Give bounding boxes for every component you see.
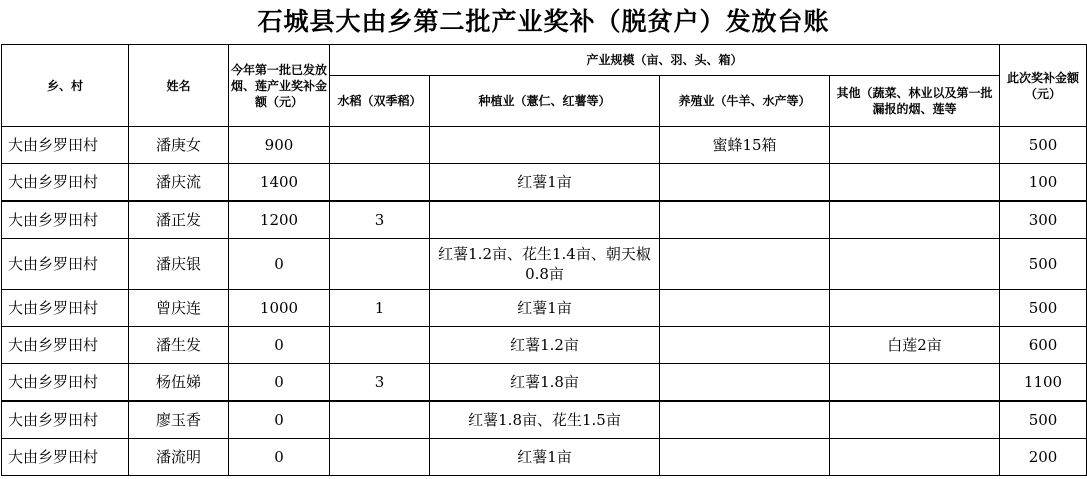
cell-breeding (660, 439, 830, 476)
cell-name: 曾庆连 (129, 290, 229, 327)
cell-other (830, 364, 1000, 402)
cell-planting: 红薯1亩 (430, 290, 660, 327)
cell-other (830, 164, 1000, 202)
cell-prior: 1000 (229, 290, 330, 327)
cell-rice (330, 239, 430, 290)
table-row (2, 327, 1087, 364)
header-award: 此次奖补金额（元） (1000, 45, 1087, 127)
cell-award: 600 (1000, 327, 1087, 364)
header-scale-group: 产业规模（亩、羽、头、箱） (330, 45, 1000, 76)
cell-town: 大由乡罗田村 (2, 164, 129, 202)
cell-prior: 1400 (229, 164, 330, 202)
header-other: 其他（蔬菜、林业以及第一批漏报的烟、莲等 (830, 76, 1000, 127)
cell-planting (430, 127, 660, 164)
cell-name: 廖玉香 (129, 401, 229, 439)
cell-rice (330, 439, 430, 476)
cell-prior: 900 (229, 127, 330, 164)
cell-award: 500 (1000, 239, 1087, 290)
header-town-village: 乡、村 (2, 45, 129, 127)
cell-prior: 0 (229, 364, 330, 402)
cell-rice: 1 (330, 290, 430, 327)
cell-award: 200 (1000, 439, 1087, 476)
cell-prior: 0 (229, 439, 330, 476)
award-ledger-table (1, 44, 1087, 476)
cell-town: 大由乡罗田村 (2, 239, 129, 290)
cell-rice (330, 127, 430, 164)
cell-planting: 红薯1.8亩 (430, 364, 660, 402)
cell-rice (330, 164, 430, 202)
cell-planting: 红薯1.8亩、花生1.5亩 (430, 401, 660, 439)
header-rice: 水稻（双季稻） (330, 76, 430, 127)
cell-other (830, 401, 1000, 439)
cell-other (830, 239, 1000, 290)
cell-other (830, 290, 1000, 327)
cell-name: 杨伍娣 (129, 364, 229, 402)
header-planting: 种植业（薏仁、红薯等） (430, 76, 660, 127)
cell-name: 潘庆银 (129, 239, 229, 290)
cell-name: 潘生发 (129, 327, 229, 364)
cell-town: 大由乡罗田村 (2, 201, 129, 239)
header-name: 姓名 (129, 45, 229, 127)
cell-award: 500 (1000, 290, 1087, 327)
cell-breeding (660, 401, 830, 439)
cell-town: 大由乡罗田村 (2, 439, 129, 476)
cell-breeding: 蜜蜂15箱 (660, 127, 830, 164)
cell-other: 白莲2亩 (830, 327, 1000, 364)
cell-breeding (660, 290, 830, 327)
table-row (2, 201, 1087, 239)
cell-award: 300 (1000, 201, 1087, 239)
cell-name: 潘庆流 (129, 164, 229, 202)
cell-prior: 0 (229, 327, 330, 364)
header-row-top (2, 45, 1087, 76)
cell-town: 大由乡罗田村 (2, 401, 129, 439)
cell-award: 500 (1000, 401, 1087, 439)
cell-breeding (660, 364, 830, 402)
cell-breeding (660, 164, 830, 202)
table-row (2, 364, 1087, 402)
table-row (2, 239, 1087, 290)
cell-award: 500 (1000, 127, 1087, 164)
table-row (2, 401, 1087, 439)
table-row (2, 127, 1087, 164)
table-row (2, 290, 1087, 327)
cell-planting: 红薯1.2亩 (430, 327, 660, 364)
cell-breeding (660, 327, 830, 364)
cell-planting: 红薯1亩 (430, 439, 660, 476)
cell-name: 潘庚女 (129, 127, 229, 164)
table-row (2, 164, 1087, 202)
cell-other (830, 201, 1000, 239)
cell-name: 潘流明 (129, 439, 229, 476)
cell-planting (430, 201, 660, 239)
page-title: 石城县大由乡第二批产业奖补（脱贫户）发放台账 (257, 7, 830, 36)
cell-town: 大由乡罗田村 (2, 327, 129, 364)
cell-prior: 0 (229, 239, 330, 290)
cell-rice: 3 (330, 364, 430, 402)
cell-rice (330, 327, 430, 364)
cell-rice (330, 401, 430, 439)
cell-other (830, 127, 1000, 164)
cell-planting: 红薯1.2亩、花生1.4亩、朝天椒0.8亩 (430, 239, 660, 290)
header-breeding: 养殖业（牛羊、水产等） (660, 76, 830, 127)
cell-award: 1100 (1000, 364, 1087, 402)
cell-rice: 3 (330, 201, 430, 239)
cell-town: 大由乡罗田村 (2, 290, 129, 327)
header-prior-award: 今年第一批已发放烟、莲产业奖补金额（元） (229, 45, 330, 127)
cell-prior: 1200 (229, 201, 330, 239)
cell-town: 大由乡罗田村 (2, 127, 129, 164)
cell-other (830, 439, 1000, 476)
cell-breeding (660, 201, 830, 239)
cell-award: 100 (1000, 164, 1087, 202)
cell-prior: 0 (229, 401, 330, 439)
cell-breeding (660, 239, 830, 290)
table-row (2, 439, 1087, 476)
cell-name: 潘正发 (129, 201, 229, 239)
cell-town: 大由乡罗田村 (2, 364, 129, 402)
cell-planting: 红薯1亩 (430, 164, 660, 202)
